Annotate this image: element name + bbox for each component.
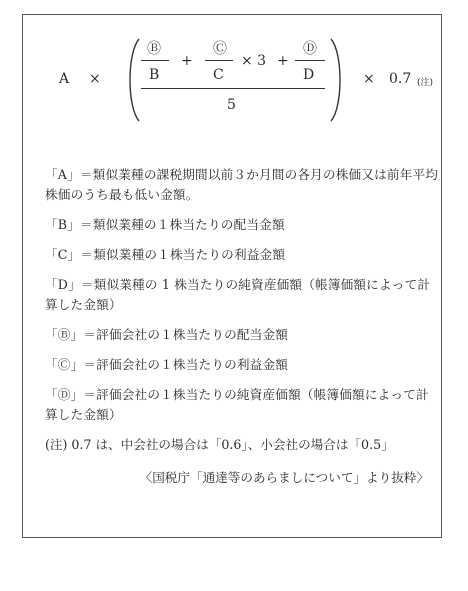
left-paren-icon	[123, 37, 143, 123]
source-citation: 〈国税庁「通達等のあらましについて」より抜粋〉	[139, 469, 429, 485]
numerator-c-circled: Ⓒ	[213, 41, 227, 57]
formula-box	[22, 14, 442, 538]
plus-sign-1: +	[181, 53, 193, 69]
numerator-b-circled: Ⓑ	[147, 41, 161, 57]
fraction-bar-1	[141, 60, 169, 61]
denominator-c: C	[213, 67, 224, 83]
divisor: 5	[227, 97, 236, 113]
definitions-list	[45, 165, 441, 500]
right-paren-icon	[327, 37, 347, 123]
formula-times: ×	[89, 71, 101, 87]
definition-d-circled: 「Ⓓ」＝評価会社の１株当たりの純資産価額（帳簿価額によって計算した金額）	[45, 387, 429, 422]
definition-b: 「B」＝類似業種の１株当たりの配当金額	[45, 217, 285, 232]
times-three: × 3	[241, 53, 267, 69]
fraction-bar-3	[295, 60, 325, 61]
fraction-bar-2	[205, 60, 233, 61]
definition-b-circled: 「Ⓑ」＝評価会社の１株当たりの配当金額	[45, 327, 289, 342]
definition-c: 「C」＝類似業種の１株当たりの利益金額	[45, 247, 286, 262]
definition-a: 「A」＝類似業種の課税期間以前３か月間の各月の株価又は前年平均株価のうち最も低い金額。	[45, 167, 439, 202]
valuation-formula	[23, 15, 441, 135]
denominator-b: B	[149, 67, 160, 83]
definition-c-circled: 「Ⓒ」＝評価会社の１株当たりの利益金額	[45, 357, 289, 372]
denominator-d: D	[303, 67, 315, 83]
main-fraction-bar	[141, 88, 325, 89]
definition-d: 「D」＝類似業種の 1 株当たりの純資産価額（帳簿価額によって計算した金額）	[45, 277, 431, 312]
factor-footnote: (注) 0.7 は、中会社の場合は「0.6」、小会社の場合は「0.5」	[45, 437, 394, 452]
formula-a: A	[59, 71, 70, 87]
numerator-d-circled: Ⓓ	[303, 41, 317, 57]
plus-sign-2: +	[277, 53, 289, 69]
factor-note: (注)	[417, 78, 434, 88]
factor: 0.7	[389, 71, 412, 87]
formula-times-final: ×	[363, 71, 375, 87]
